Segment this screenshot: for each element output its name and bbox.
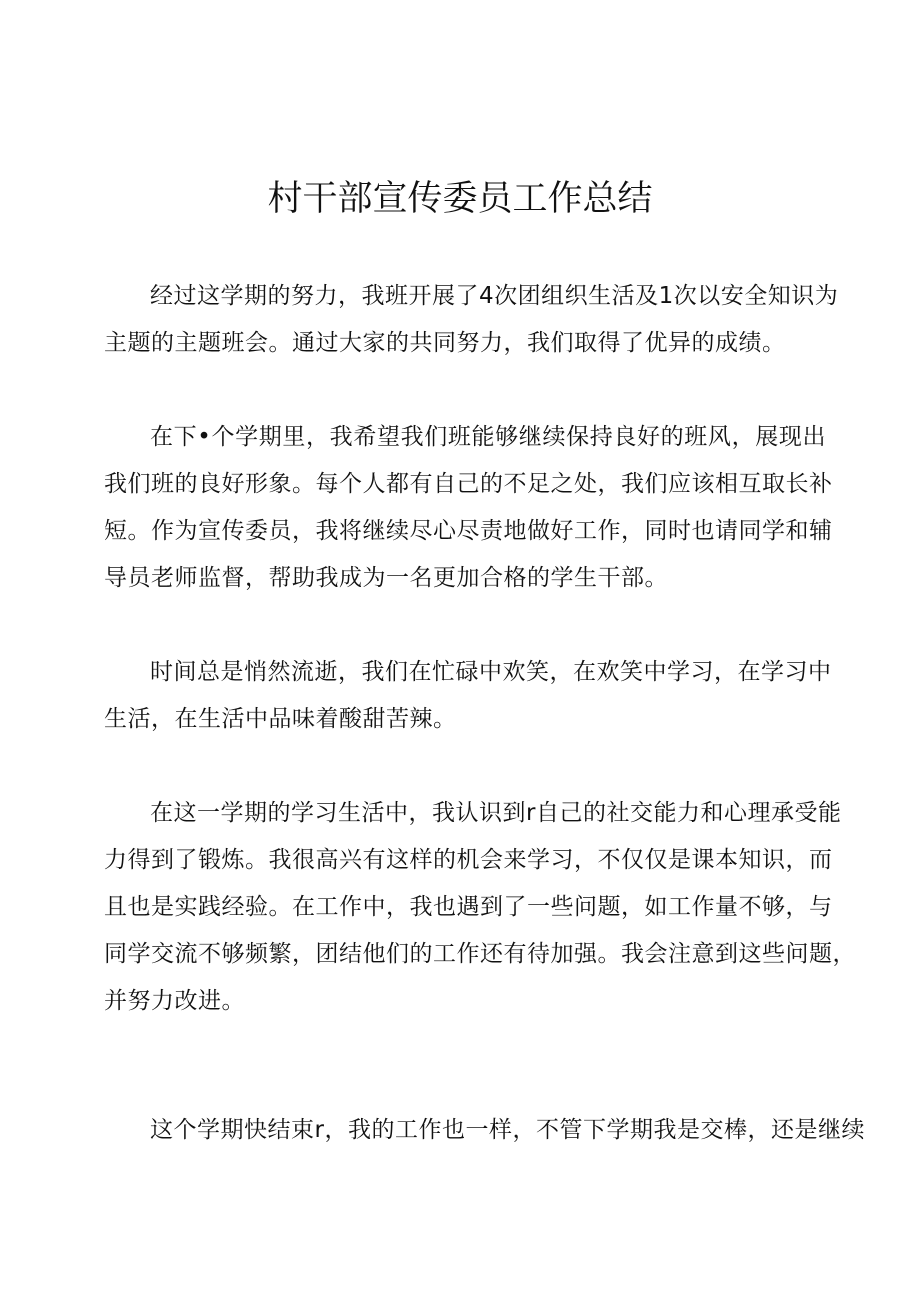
paragraph-line: 导员老师监督，帮助我成为一名更加合格的学生干部。 [104, 565, 668, 591]
paragraph-4 [104, 790, 856, 1025]
paragraph-line: 生活，在生活中品味着酸甜苦辣。 [104, 706, 457, 732]
paragraph-3 [104, 649, 832, 743]
paragraph-line: 力得到了锻炼。我很高兴有这样的机会来学习，不仅仅是课本知识，而 [104, 847, 833, 873]
paragraph-line: 在下•个学期里，我希望我们班能够继续保持良好的班风，展现出 [150, 424, 826, 450]
paragraph-line: 且也是实践经验。在工作中，我也遇到了一些问题，如工作量不够，与 [104, 894, 833, 920]
paragraph-line: 主题的主题班会。通过大家的共同努力，我们取得了优异的成绩。 [104, 330, 786, 356]
paragraph-line: 我们班的良好形象。每个人都有自己的不足之处，我们应该相互取长补 [104, 471, 833, 497]
page-title: 村干部宣传委员工作总结 [267, 179, 653, 219]
paragraph-line: 这个学期快结束r，我的工作也一样，不管下学期我是交棒，还是继续 [150, 1117, 865, 1143]
paragraph-line: 短。作为宣传委员，我将继续尽心尽责地做好工作，同时也请同学和辅 [104, 518, 833, 544]
paragraph-line: 同学交流不够频繁，团结他们的工作还有待加强。我会注意到这些问题， [104, 941, 856, 967]
paragraph-5 [104, 1107, 865, 1154]
paragraph-line: 在这一学期的学习生活中，我认识到r自己的社交能力和心理承受能 [150, 800, 842, 826]
paragraph-line: 并努力改进。 [104, 988, 245, 1014]
paragraph-line: 经过这学期的努力，我班开展了4次团组织生活及1次以安全知识为 [150, 283, 839, 309]
paragraph-line: 时间总是悄然流逝，我们在忙碌中欢笑，在欢笑中学习，在学习中 [150, 659, 832, 685]
paragraph-2 [104, 414, 833, 602]
paragraph-1 [104, 273, 839, 367]
